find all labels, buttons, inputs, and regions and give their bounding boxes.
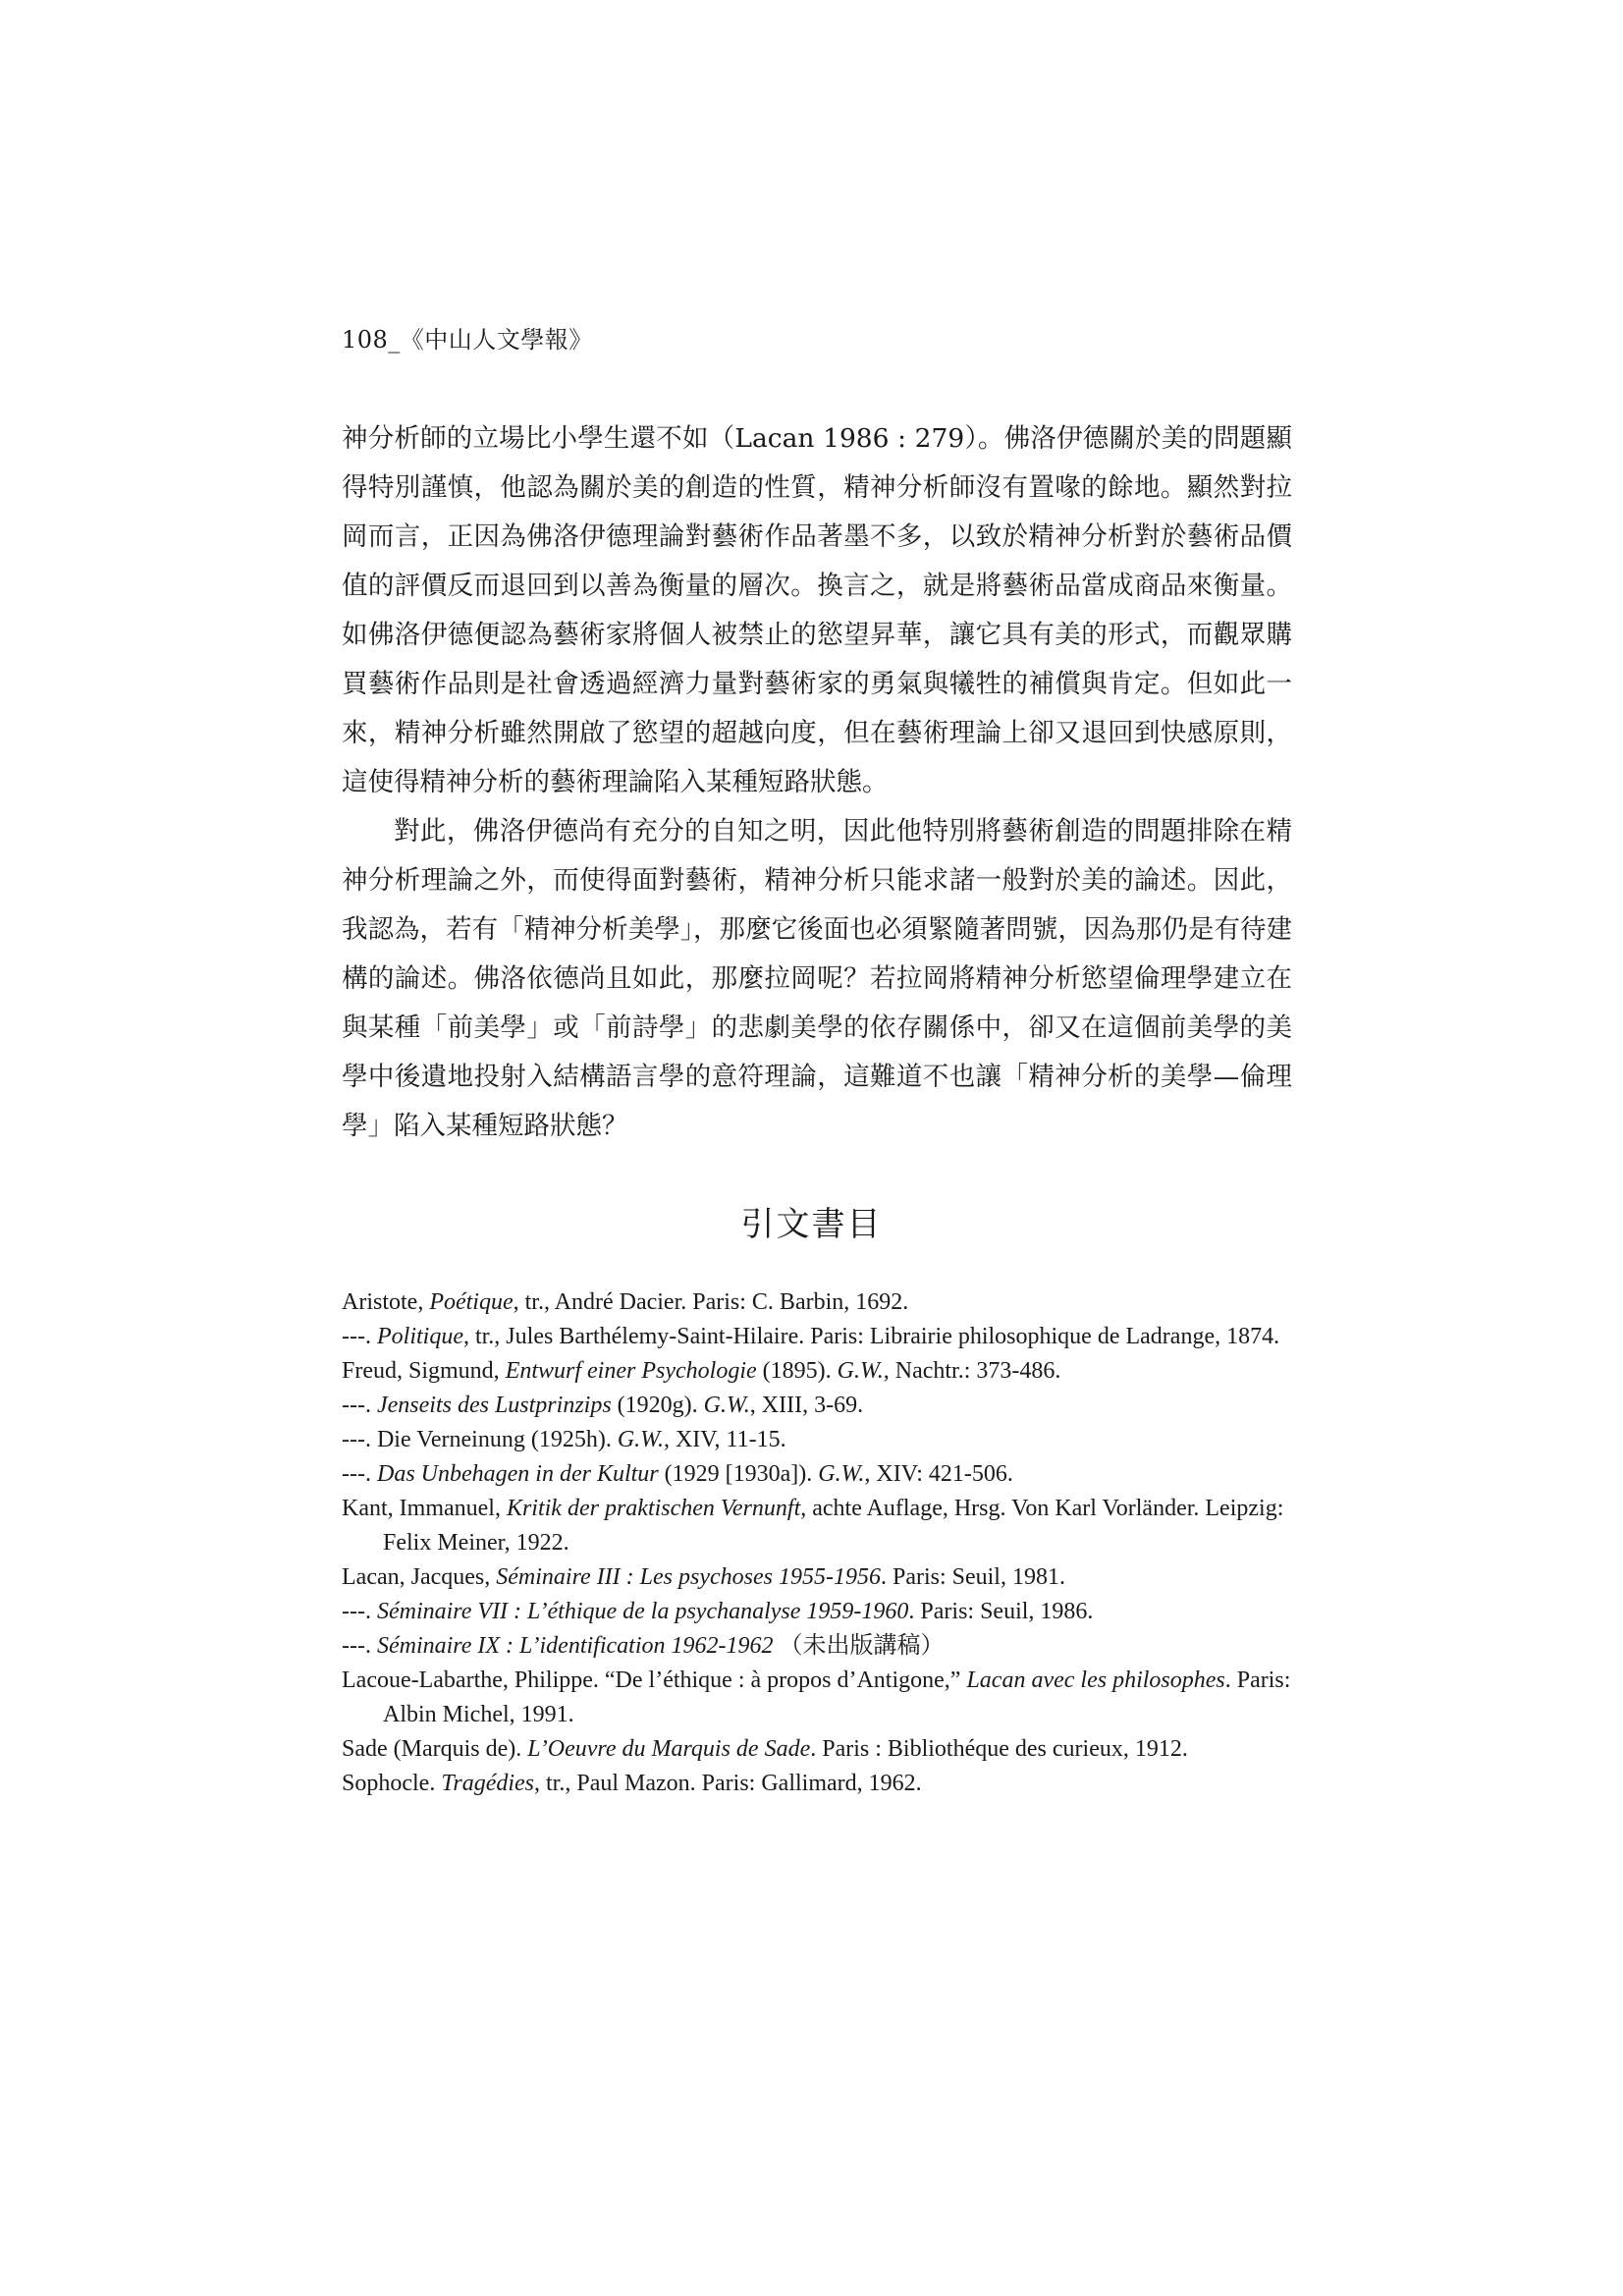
work-title: Jenseits des Lustprinzips [376,1393,612,1418]
bibliography-entry [342,1629,1304,1664]
work-title: Das Unbehagen in der Kultur [376,1461,659,1487]
entry-text: （未出版講稿） [773,1633,945,1659]
entry-text: ---. [342,1461,377,1487]
bibliography-entry [342,1595,1304,1629]
work-title: G.W. [818,1461,865,1487]
work-title: Politique [376,1324,463,1349]
entry-text: ---. [342,1599,377,1624]
work-title: Entwurf einer Psychologie [505,1358,757,1384]
entry-text: Kant, Immanuel, [342,1496,507,1521]
bibliography-entry [342,1320,1304,1354]
entry-text: . Paris: Albin Michel, 1991. [383,1667,1291,1727]
work-title: G.W. [703,1393,750,1418]
bibliography-entry [342,1664,1304,1732]
bibliography-entry [342,1560,1304,1595]
entry-text: , tr., Paul Mazon. Paris: Gallimard, 1962. [534,1771,922,1796]
body-paragraph: 神分析師的立場比小學生還不如（Lacan 1986 : 279）。佛洛伊德關於美的問題顯得特別謹慎，他認為關於美的創造的性質，精神分析師沒有置喙的餘地。顯然對拉岡而言，正因為佛洛伊德理論對藝術作品著墨不多，以致於精神分析對於藝術品價值的評價反而退回到以善為衡量的層次。換言之，就是將藝術品當成商品來衡量。如佛洛伊德便認為藝術家將個人被禁止的慾望昇華，讓它具有美的形式，而觀眾購買藝術作品則是社會透過經濟力量對藝術家的勇氣與犧牲的補償與肯定。但如此一來，精神分析雖然開啟了慾望的超越向度，但在藝術理論上卻又退回到快感原則，這使得精神分析的藝術理論陷入某種短路狀態。 [342,423,1292,797]
work-title: G.W. [837,1358,884,1384]
entry-text: . Paris: Seuil, 1986. [908,1599,1094,1624]
bibliography-entry [342,1389,1304,1423]
entry-text: ---. [342,1633,377,1659]
work-title: Lacan avec les philosophes [966,1667,1225,1693]
entry-text: , XIV, 11-15. [663,1427,786,1452]
entry-text: Freud, Sigmund, [342,1358,506,1384]
body-text [342,414,1292,1151]
entry-text: Aristote, [342,1289,430,1315]
entry-text: ---. Die Verneinung (1925h). [342,1427,618,1452]
entry-text: (1895). [756,1358,838,1384]
entry-text: Sophocle. [342,1771,442,1796]
entry-text: Lacan, Jacques, [342,1564,497,1590]
entry-text: (1929 [1930a]). [658,1461,819,1487]
entry-text: , tr., Jules Barthélemy-Saint-Hilaire. Paris: Librairie philosophique de Ladrange, 1874. [462,1324,1280,1349]
entry-text: , tr., André Dacier. Paris: C. Barbin, 1692. [513,1289,909,1315]
work-title: G.W. [617,1427,664,1452]
bibliography-entry [342,1732,1304,1767]
work-title: Séminaire IX : L’identification 1962-1962 [376,1633,774,1659]
entry-text: ---. [342,1393,377,1418]
entry-text: , XIV: 421-506. [864,1461,1013,1487]
work-title: Tragédies [441,1771,535,1796]
entry-text: Lacoue-Labarthe, Philippe. “De l’éthique : à propos d’Antigone,” [342,1667,967,1693]
bibliography-entry [342,1285,1304,1320]
bibliography-entry [342,1492,1304,1560]
bibliography-list [342,1285,1304,1801]
work-title: L’Oeuvre du Marquis de Sade [527,1736,811,1762]
running-header: 108_《中山人文學報》 [342,326,593,354]
entry-text: , achte Auflage, Hrsg. Von Karl Vorländer. Leipzig: Felix Meiner, 1922. [383,1496,1284,1556]
entry-text: (1920g). [611,1393,704,1418]
entry-text: , Nachtr.: 373-486. [883,1358,1061,1384]
entry-text: , XIII, 3-69. [749,1393,864,1418]
bibliography-entry [342,1354,1304,1389]
work-title: Séminaire VII : L’éthique de la psychanalyse 1959-1960 [376,1599,909,1624]
bibliography-entry [342,1457,1304,1492]
body-paragraph: 對此，佛洛伊德尚有充分的自知之明，因此他特別將藝術創造的問題排除在精神分析理論之外，而使得面對藝術，精神分析只能求諸一般對於美的論述。因此，我認為，若有「精神分析美學」，那麼它後面也必須緊隨著問號，因為那仍是有待建構的論述。佛洛依德尚且如此，那麼拉岡呢？若拉岡將精神分析慾望倫理學建立在與某種「前美學」或「前詩學」的悲劇美學的依存關係中，卻又在這個前美學的美學中後遺地投射入結構語言學的意符理論，這難道不也讓「精神分析的美學—倫理學」陷入某種短路狀態？ [342,816,1292,1141]
entry-text: . Paris : Bibliothéque des curieux, 1912. [810,1736,1188,1762]
work-title: Séminaire III : Les psychoses 1955-1956 [496,1564,881,1590]
bibliography-entry [342,1423,1304,1457]
entry-text: . Paris: Seuil, 1981. [880,1564,1065,1590]
bibliography-heading: 引文書目 [740,1205,883,1244]
bibliography-entry [342,1767,1304,1801]
work-title: Poétique [429,1289,514,1315]
entry-text: Sade (Marquis de). [342,1736,528,1762]
work-title: Kritik der praktischen Vernunft [506,1496,801,1521]
entry-text: ---. [342,1324,377,1349]
